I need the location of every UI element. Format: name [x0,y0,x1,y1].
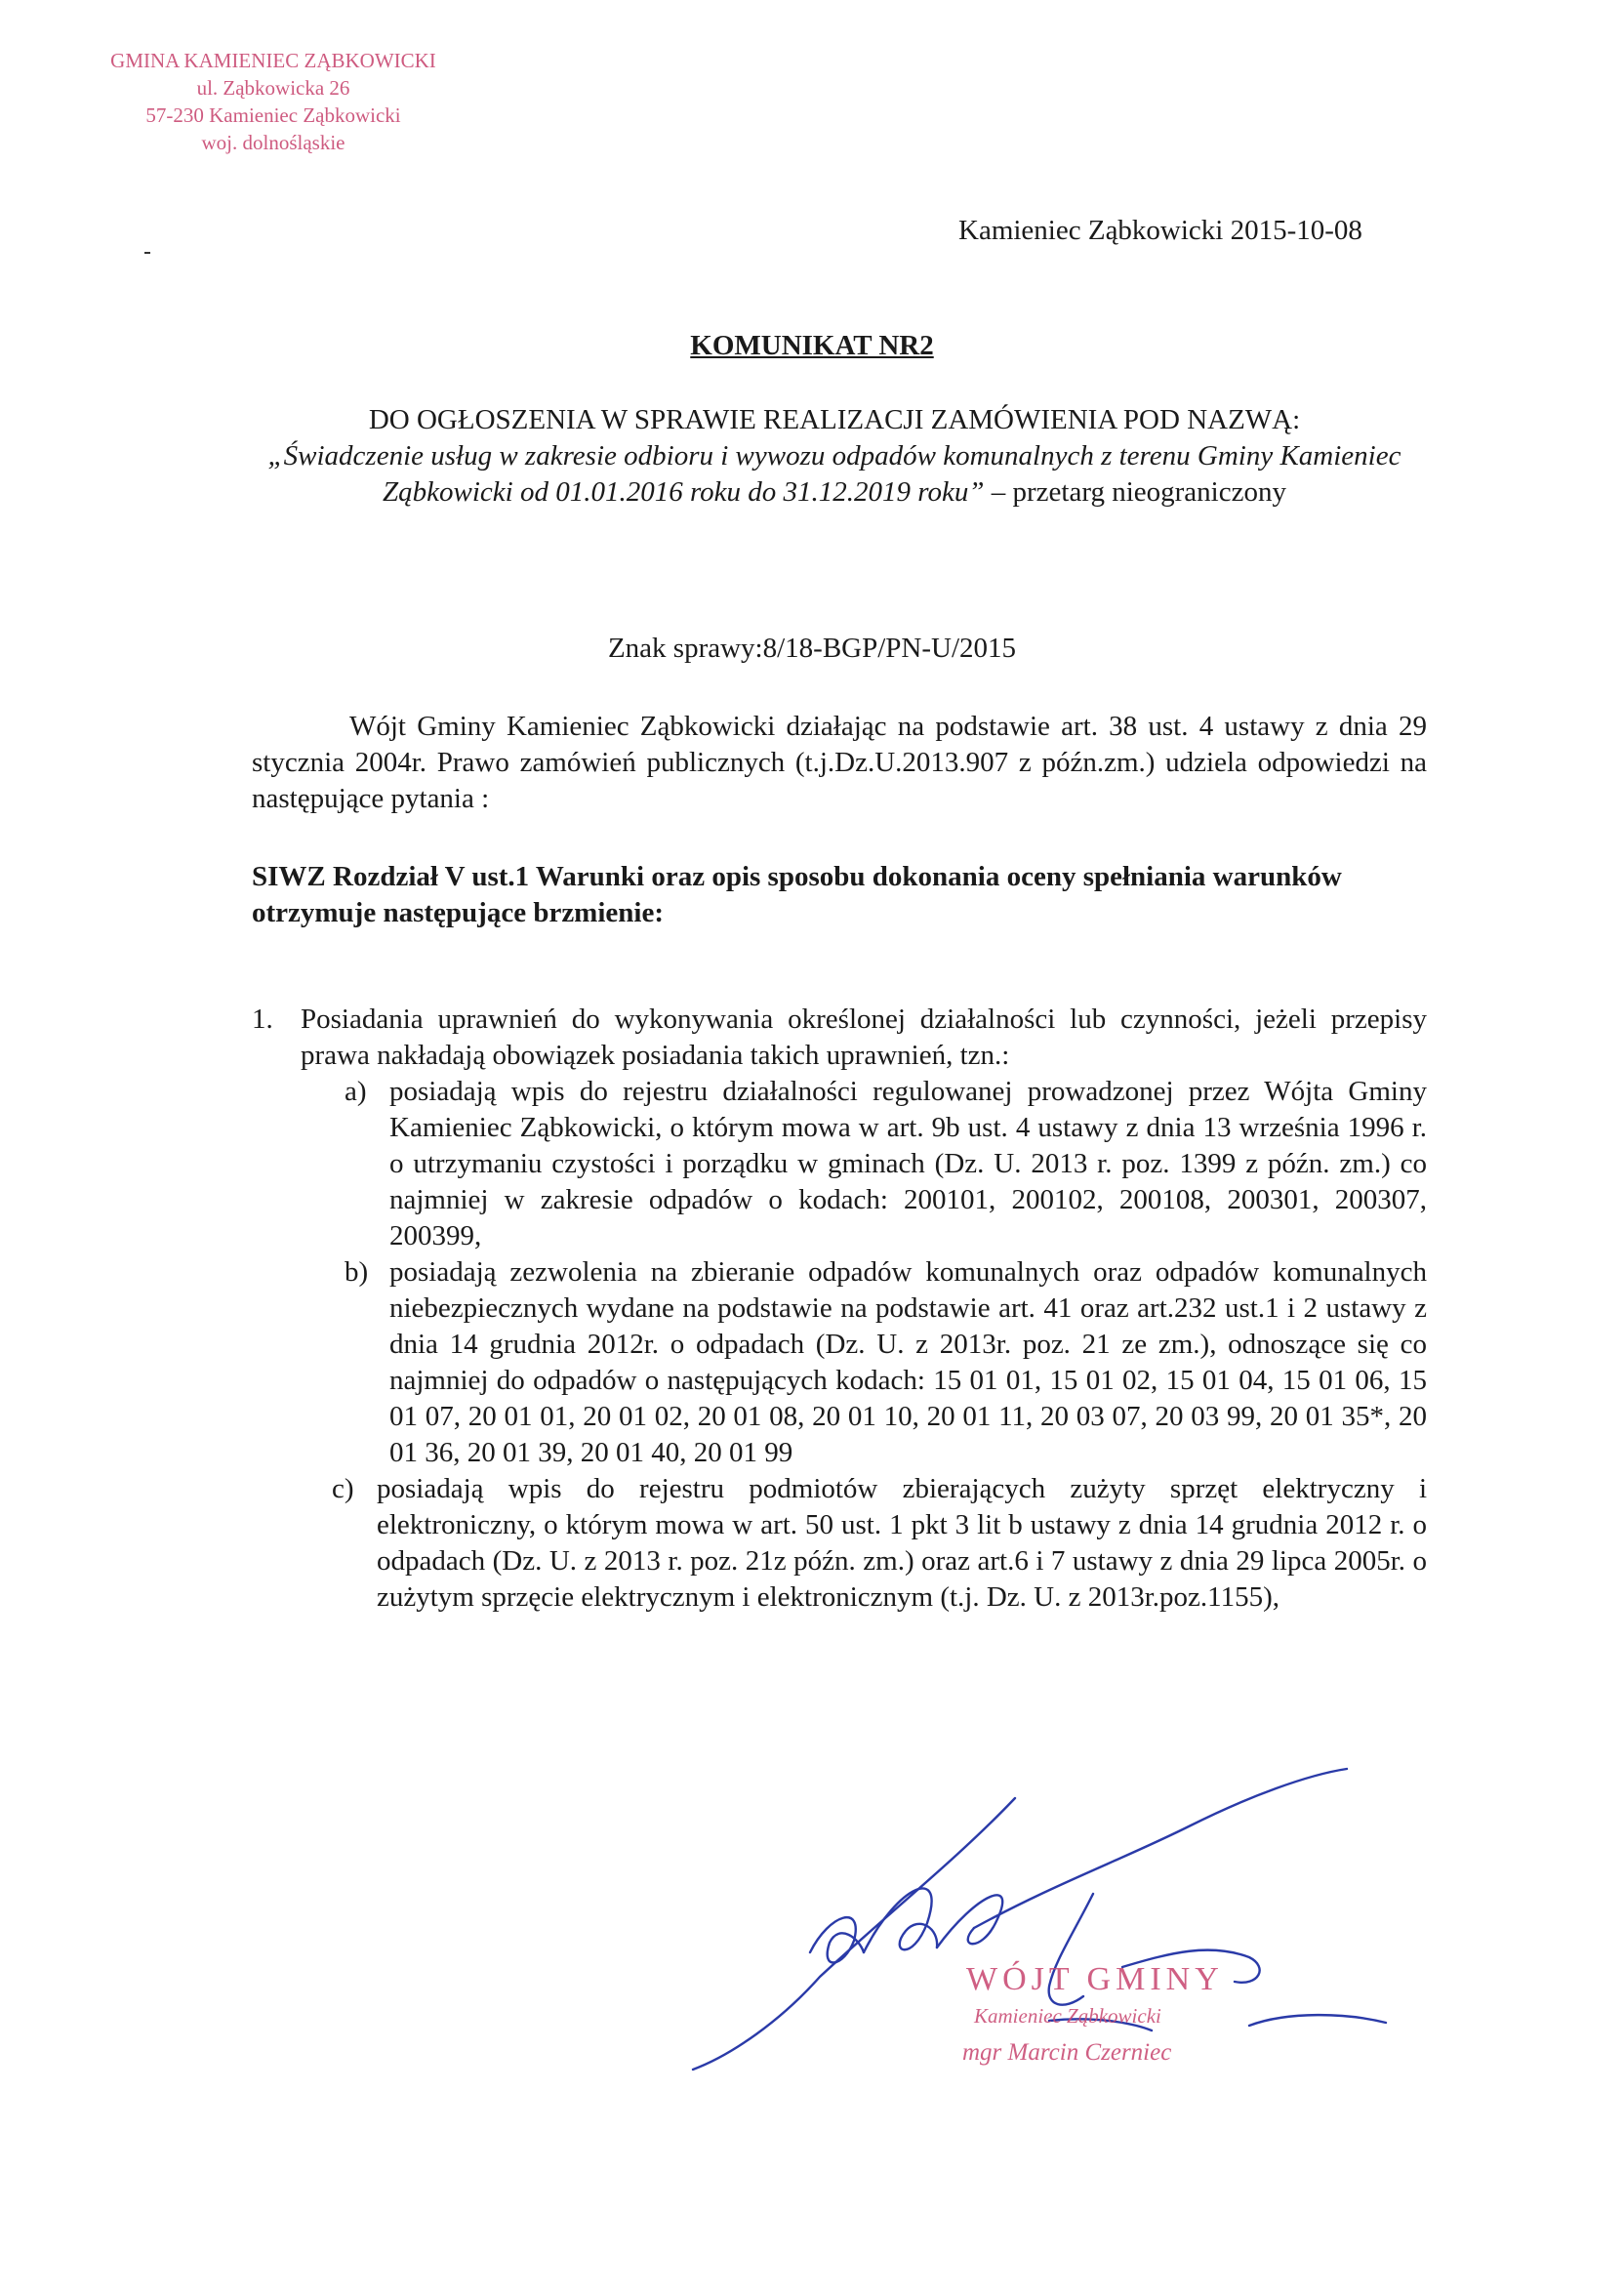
sub-item-text: posiadają zezwolenia na zbieranie odpadów komunalnych oraz odpadów komunalnych niebezpiecznych wydane na podstawie na podstawie art. 41 oraz art.232 ust.1 i 2 ustawy z dnia 14 grudnia 2012r. o odpadach (Dz. U. z 2013r. poz. 21 ze zm.), odnoszące się co najmniej do odpadów o następujących kodach: 15 01 01, 15 01 02, 15 01 04, 15 01 06, 15 01 07, 20 01 01, 20 01 02, 20 01 08, 20 01 10, 20 01 11, 20 03 07, 20 03 99, 20 01 35*, 20 01 36, 20 01 39, 20 01 40, 20 01 99 [389,1256,1427,1468]
sub-item-letter: b) [345,1256,369,1288]
sub-item-b [345,1254,1427,1471]
sub-item-letter: a) [345,1076,367,1107]
stamp-line-street: ul. Ząbkowicka 26 [196,76,350,100]
list-item-text: Posiadania uprawnień do wykonywania określonej działalności lub czynności, jeżeli przepisy prawa nakładają obowiązek posiadania takich uprawnień, tzn.: [301,1004,1427,1071]
order-type: – przetarg nieograniczony [984,476,1286,508]
list-item-number: 1. [252,1004,273,1035]
stamp-municipality: Kamieniec Ząbkowicki [974,2004,1161,2028]
signature-drawing [664,1767,1405,2089]
document-title: KOMUNIKAT NR2 [690,330,934,361]
stamp-line-city: 57-230 Kamieniec Ząbkowicki [145,103,401,127]
stamp-person: mgr Marcin Czerniec [962,2039,1172,2066]
stamp-office: WÓJT GMINY [966,1961,1224,1997]
stamp-line-region: woj. dolnośląskie [201,131,345,154]
signature-block [664,1767,1405,2089]
scan-speck [144,252,150,254]
case-reference: Znak sprawy:8/18-BGP/PN-U/2015 [607,633,1017,664]
order-name-italic: „Świadczenie usług w zakresie odbioru i wywozu odpadów komunalnych z terenu Gminy Kamieniec Ząbkowicki od 01.01.2016 roku do 31.12.2019 roku” [267,440,1401,508]
list-item [252,1002,1427,1074]
sub-item-c [332,1471,1427,1616]
intro-paragraph: Wójt Gminy Kamieniec Ząbkowicki działając na podstawie art. 38 ust. 4 ustawy z dnia 29 stycznia 2004r. Prawo zamówień publicznych (t.j.Dz.U.2013.907 z późn.zm.) udziela odpowiedzi na następujące pytania : [252,711,1427,814]
letterhead-stamp [88,47,459,156]
section-heading: SIWZ Rozdział V ust.1 Warunki oraz opis sposobu dokonania oceny spełniania warunków otrzymuje następujące brzmienie: [252,861,1342,928]
subject-block [244,402,1425,511]
sub-item-letter: c) [332,1473,354,1504]
subject-line: DO OGŁOSZENIA W SPRAWIE REALIZACJI ZAMÓWIENIA POD NAZWĄ: [368,404,1301,435]
stamp-line-name: GMINA KAMIENIEC ZĄBKOWICKI [110,49,436,72]
sub-item-a [345,1074,1427,1254]
date-line: Kamieniec Ząbkowicki 2015-10-08 [958,215,1362,246]
sub-item-text: posiadają wpis do rejestru działalności regulowanej prowadzonej przez Wójta Gminy Kamieniec Ząbkowicki, o którym mowa w art. 9b ust. 4 ustawy z dnia 13 września 1996 r. o utrzymaniu czystości i porządku w gminach (Dz. U. 2013 r. poz. 1399 z późn. zm.) co najmniej w zakresie odpadów o kodach: 200101, 200102, 200108, 200301, 200307, 200399, [389,1076,1427,1251]
subject-order-name [244,438,1425,511]
conditions-list [252,1002,1427,1616]
official-stamp [962,1960,1224,2066]
sub-item-text: posiadają wpis do rejestru podmiotów zbierających zużyty sprzęt elektryczny i elektroniczny, o którym mowa w art. 50 ust. 1 pkt 3 lit b ustawy z dnia 14 grudnia 2012 r. o odpadach (Dz. U. z 2013 r. poz. 21z późn. zm.) oraz art.6 i 7 ustawy z dnia 29 lipca 2005r. o zużytym sprzęcie elektrycznym i elektronicznym (t.j. Dz. U. z 2013r.poz.1155), [377,1473,1427,1613]
